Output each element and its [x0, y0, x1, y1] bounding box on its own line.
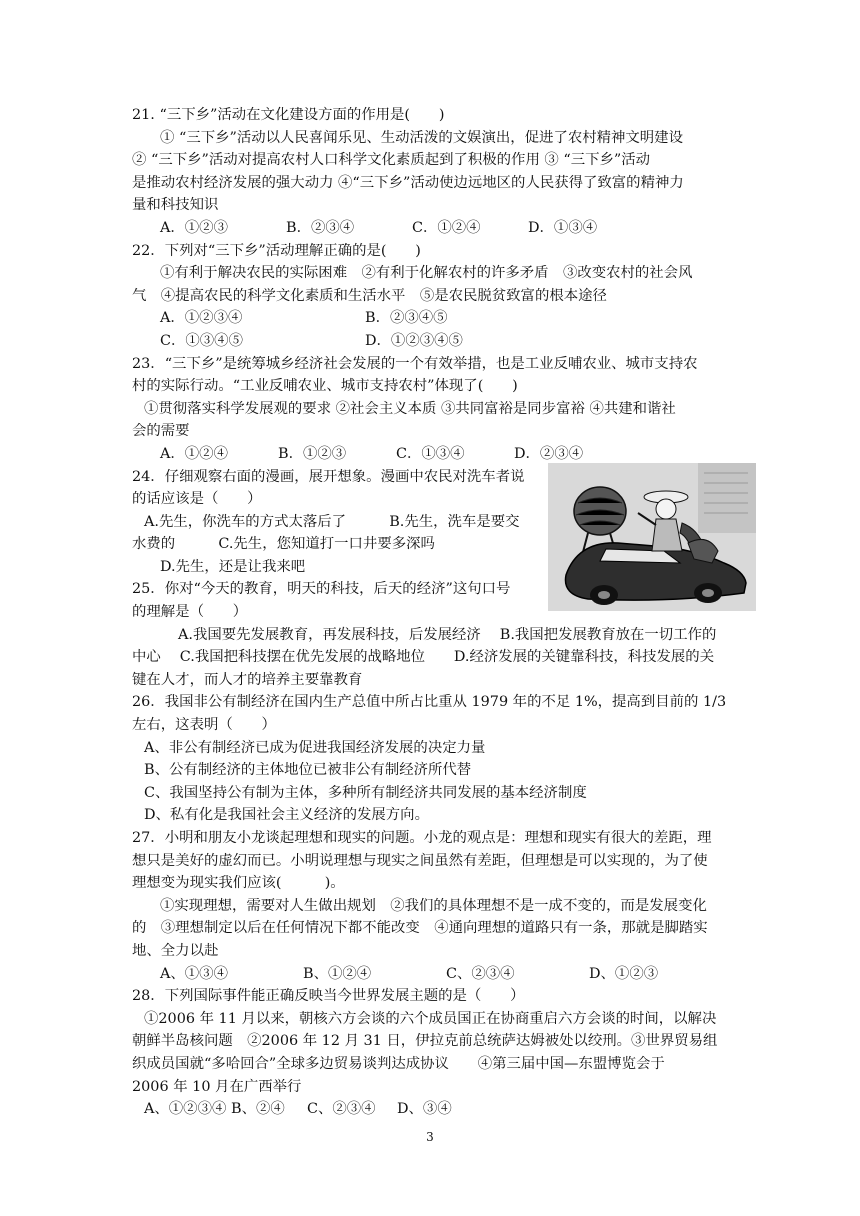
text-line: 的 ③理想制定以后在任何情况下都不能改变 ④通向理想的道路只有一条，那就是脚踏实: [132, 920, 708, 937]
answer-option: C．①②④: [412, 219, 481, 236]
text-line: B、公有制经济的主体地位已被非公有制经济所代替: [144, 762, 472, 779]
answer-option: A、①②③④: [144, 1101, 227, 1118]
text-line: [132, 963, 736, 986]
text-line: [132, 217, 736, 240]
answer-option: D．①②③④⑤: [365, 332, 463, 349]
answer-option: A．①②③: [160, 219, 228, 236]
answer-option: D．②③④: [514, 445, 584, 462]
text-line: D.先生，还是让我来吧: [160, 558, 306, 575]
text-line: 23．“三下乡”是统筹城乡经济社会发展的一个有效举措，也是工业反哺农业、城市支持农: [132, 355, 698, 372]
text-line: 中心 C.我国把科技摆在优先发展的战略地位 D.经济发展的关键靠科技，科技发展的关: [132, 649, 715, 666]
answer-option: C．①③④⑤: [160, 332, 243, 349]
text-line: ①贯彻落实科学发展观的要求 ②社会主义本质 ③共同富裕是同步富裕 ④共建和谐社: [144, 400, 676, 417]
text-line: ② “三下乡”活动对提高农村人口科学文化素质起到了积极的作用 ③ “三下乡”活动: [132, 152, 651, 169]
text-line: D、私有化是我国社会主义经济的发展方向。: [144, 807, 429, 824]
text-line: 键在人才，而人才的培养主要靠教育: [132, 671, 363, 688]
answer-option: B、②④: [231, 1101, 285, 1118]
text-line: [132, 1098, 736, 1121]
text-line: 28．下列国际事件能正确反映当今世界发展主题的是（ ）: [132, 988, 525, 1005]
text-line: 左右，这表明（ ）: [132, 717, 276, 734]
text-line: 织成员国就“多哈回合”全球多边贸易谈判达成协议 ④第三届中国—东盟博览会于: [132, 1055, 665, 1072]
text-line: C、我国坚持公有制为主体，多种所有制经济共同发展的基本经济制度: [144, 784, 587, 801]
text-line: 25．你对“今天的教育，明天的科技，后天的经济”这句口号: [132, 581, 511, 598]
answer-option: A．①②③④: [160, 310, 243, 327]
text-line: 会的需要: [132, 423, 190, 440]
text-line: 村的实际行动。“工业反哺农业、城市支持农村”体现了( ): [132, 378, 518, 395]
question-text-block: [132, 104, 736, 1121]
answer-option: B．②③④: [286, 219, 355, 236]
answer-option: C、②③④: [307, 1101, 376, 1118]
text-line: A.我国要先发展教育，再发展科技，后发展经济 B.我国把发展教育放在一切工作的: [178, 626, 717, 643]
text-line: 是推动农村经济发展的强大动力 ④“三下乡”活动使边远地区的人民获得了致富的精神力: [132, 174, 684, 191]
answer-option: A．①②④: [160, 445, 228, 462]
cartoon-farmer-car-wash-icon: [548, 463, 756, 611]
text-line: 24．仔细观察右面的漫画，展开想象。漫画中农民对洗车者说: [132, 468, 525, 485]
text-line: 水费的 C.先生，您知道打一口井要多深吗: [132, 536, 435, 553]
answer-option: D、①②③: [589, 965, 659, 982]
text-line: A.先生，你洗车的方式太落后了 B.先生，洗车是要交: [144, 513, 520, 530]
text-line: A、非公有制经济已成为促进我国经济发展的决定力量: [144, 739, 486, 756]
answer-option: D、③④: [397, 1101, 452, 1118]
answer-option: C．①③④: [396, 445, 465, 462]
answer-option: D．①③④: [528, 219, 598, 236]
text-line: 地、全力以赴: [132, 942, 219, 959]
page-number: 3: [426, 1130, 434, 1144]
text-line: ①实现理想，需要对人生做出规划 ②我们的具体理想不是一成不变的，而是发展变化: [160, 897, 707, 914]
text-line: [132, 307, 736, 330]
text-line: 22．下列对“三下乡”活动理解正确的是( ): [132, 242, 421, 259]
text-line: 理想变为现实我们应该( )。: [132, 875, 345, 892]
text-line: [132, 330, 736, 353]
text-line: 21. “三下乡”活动在文化建设方面的作用是( ): [132, 107, 445, 123]
text-line: 气 ④提高农民的科学文化素质和生活水平 ⑤是农民脱贫致富的根本途径: [132, 287, 607, 304]
text-line: 量和科技知识: [132, 197, 219, 214]
text-line: ①有利于解决农民的实际困难 ②有利于化解农村的许多矛盾 ③改变农村的社会风: [160, 265, 693, 282]
text-line: 26．我国非公有制经济在国内生产总值中所占比重从 1979 年的不足 1%，提高到目前的 1/3: [132, 694, 727, 711]
answer-option: B、①②④: [303, 965, 372, 982]
text-line: ① “三下乡”活动以人民喜闻乐见、生动活泼的文娱演出，促进了农村精神文明建设: [160, 129, 683, 146]
text-line: 想只是美好的虚幻而已。小明说理想与现实之间虽然有差距，但理想是可以实现的，为了使: [132, 852, 708, 869]
text-line: 27．小明和朋友小龙谈起理想和现实的问题。小龙的观点是：理想和现实有很大的差距，理: [132, 830, 712, 846]
text-line: 的话应该是（ ）: [132, 491, 262, 508]
text-line: 的理解是（ ）: [132, 604, 248, 621]
text-line: 朝鲜半岛核问题 ②2006 年 12 月 31 日，伊拉克前总统萨达姆被处以绞刑。③世界贸易组: [132, 1033, 718, 1050]
answer-option: B．②③④⑤: [365, 310, 448, 327]
cartoon-illustration: [548, 463, 756, 611]
answer-option: C、②③④: [446, 965, 515, 982]
text-line: ①2006 年 11 月以来，朝核六方会谈的六个成员国正在协商重启六方会谈的时间，以解决: [144, 1010, 717, 1027]
answer-option: B．①②③: [278, 445, 347, 462]
answer-option: A、①③④: [160, 965, 228, 982]
text-line: 2006 年 10 月在广西举行: [132, 1078, 302, 1095]
